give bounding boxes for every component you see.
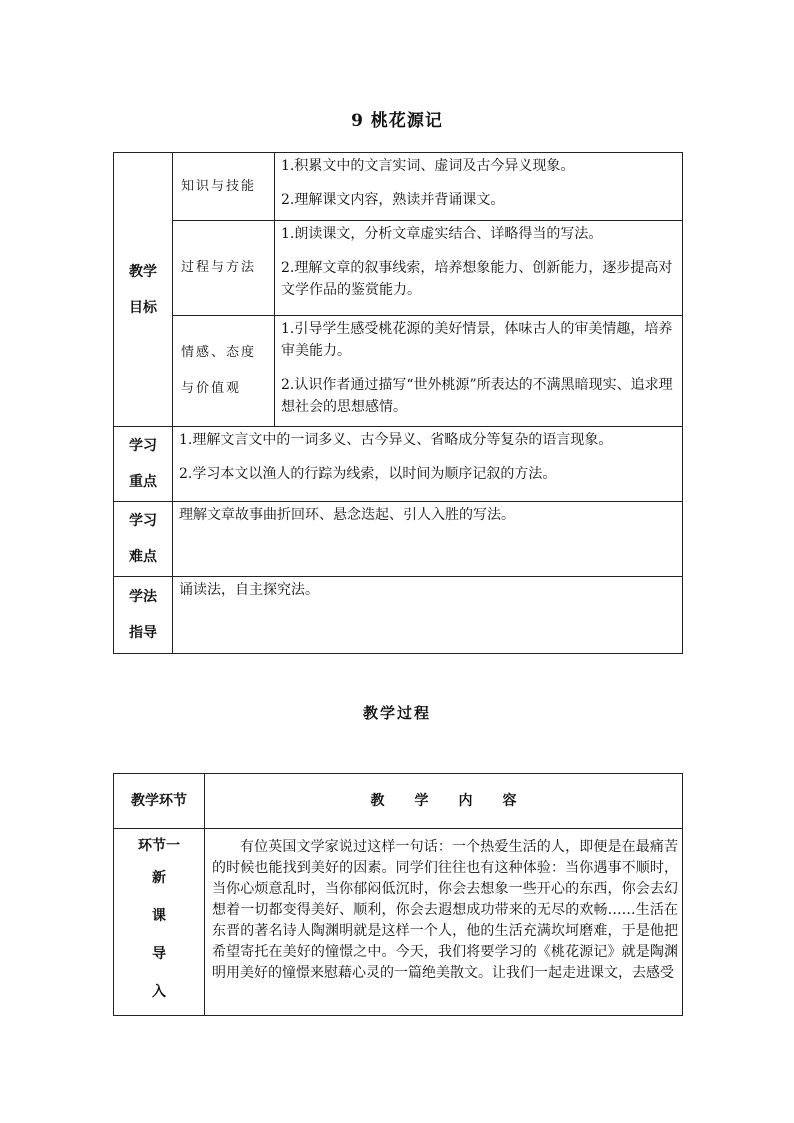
content-column-header: 教学内容: [205, 774, 683, 829]
table-row: [114, 221, 683, 316]
stage-label: 环节一 新 课 导 入: [114, 829, 205, 1016]
stage-column-header: 教学环节: [114, 774, 205, 829]
methods-category: 学法 指导: [114, 577, 173, 654]
table-row: [114, 153, 683, 221]
objective-label: 知识与技能: [173, 153, 275, 221]
table-row: [114, 316, 683, 427]
table-row: [114, 774, 683, 829]
difficulties-content: 理解文章故事曲折回环、悬念迭起、引人入胜的写法。: [173, 502, 683, 577]
section-heading: 教学过程: [362, 704, 431, 722]
objective-label: 情感、态度 与价值观: [173, 316, 275, 427]
difficulties-category: 学习 难点: [114, 502, 173, 577]
key-points-content: 1.理解文言文中的一词多义、古今异义、省略成分等复杂的语言现象。 2.学习本文以渔人的行踪为线索，以时间为顺序记叙的方法。: [173, 427, 683, 502]
objectives-table: [113, 152, 683, 654]
stage-content: 有位英国文学家说过这样一句话：一个热爱生活的人，即便是在最痛苦的时候也能找到美好的因素。同学们往往也有这种体验：当你遇事不顺时，当你心烦意乱时，当你郁闷低沉时，你会去想象一些开心的东西，你会去幻想着一切都变得美好、顺利，你会去遐想成功带来的无尽的欢畅……生活在东晋的著名诗人陶渊明就是这样一个人，他的生活充满坎坷磨难，于是他把希望寄托在美好的憧憬之中。今天，我们将要学习的《桃花源记》就是陶渊明用美好的憧憬来慰藉心灵的一篇绝美散文。让我们一起走进课文，去感受: [205, 829, 683, 1016]
table-row: [114, 829, 683, 1016]
process-table: [113, 773, 683, 1016]
methods-content: 诵读法，自主探究法。: [173, 577, 683, 654]
objectives-category: 教学 目标: [114, 153, 173, 427]
table-row: [114, 502, 683, 577]
page-title: 9 桃花源记: [351, 111, 443, 131]
table-row: [114, 427, 683, 502]
objective-content: 1.引导学生感受桃花源的美好情景，体味古人的审美情趣，培养审美能力。 2.认识作者通过描写“世外桃源”所表达的不满黑暗现实、追求理想社会的思想感情。: [275, 316, 683, 427]
objective-content: 1.朗读课文，分析文章虚实结合、详略得当的写法。 2.理解文章的叙事线索，培养想象能力、创新能力，逐步提高对文学作品的鉴赏能力。: [275, 221, 683, 316]
objective-content: 1.积累文中的文言实词、虚词及古今异义现象。 2.理解课文内容，熟读并背诵课文。: [275, 153, 683, 221]
key-points-category: 学习 重点: [114, 427, 173, 502]
table-row: [114, 577, 683, 654]
objective-label: 过程与方法: [173, 221, 275, 316]
